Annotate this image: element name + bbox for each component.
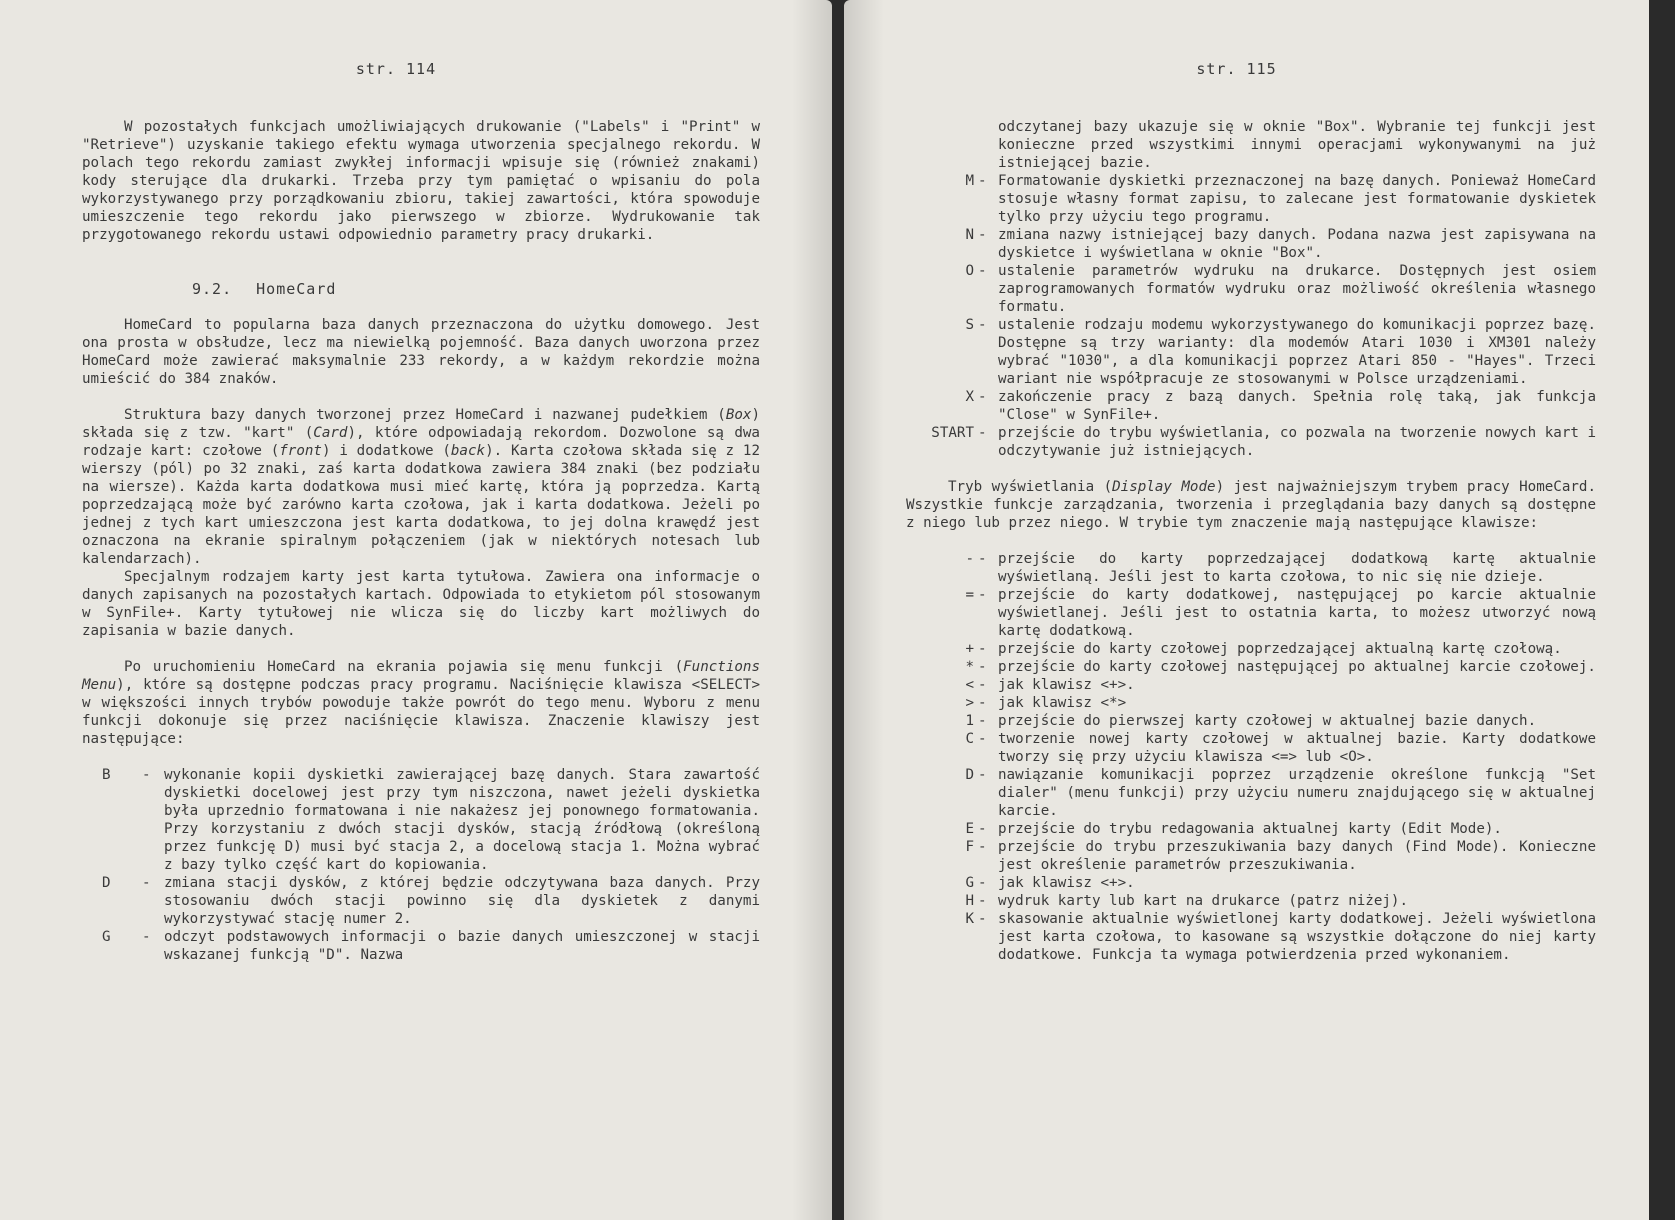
key-description: przejście do trybu przeszukiwania bazy danych (Find Mode). Konieczne jest określenie parametrów przeszukiwania. xyxy=(998,839,1596,873)
key-entry xyxy=(82,766,760,874)
key-entry xyxy=(82,928,760,964)
key-label: START xyxy=(931,425,974,441)
key-dash: - xyxy=(978,641,987,657)
key-entry xyxy=(926,874,1596,892)
key-description: ustalenie parametrów wydruku na drukarce. Dostępnych jest osiem zaprogramowanych formatów wydruku oraz możliwość określenia własnego formatu. xyxy=(998,263,1596,315)
key-label: N xyxy=(965,227,974,243)
key-dash: - xyxy=(978,677,987,693)
key-description: przejście do pierwszej karty czołowej w aktualnej bazie danych. xyxy=(998,713,1537,729)
key-entry xyxy=(82,874,760,928)
left-text-column xyxy=(82,118,760,964)
key-description: ustalenie rodzaju modemu wykorzystywanego do komunikacji poprzez bazę. Dostępne są trzy warianty: dla modemów Atari 1030 i XM301 należy wybrać "1030", a dla komunikacji poprzez Atari 850 - "Hayes". Trzeci wariant nie współpracuje ze stosowanymi w Polsce urządzeniami. xyxy=(998,317,1596,387)
key-dash: - xyxy=(978,587,987,603)
key-entry xyxy=(906,172,1596,226)
key-entry xyxy=(926,676,1596,694)
key-label: G xyxy=(965,875,974,891)
page-number: str. 115 xyxy=(1196,60,1277,78)
key-dash: - xyxy=(978,425,987,441)
key-dash: - xyxy=(978,227,987,243)
key-label: M xyxy=(965,173,974,189)
key-description: przejście do trybu redagowania aktualnej karty (Edit Mode). xyxy=(998,821,1502,837)
key-entry xyxy=(906,388,1596,424)
key-entry xyxy=(906,316,1596,388)
key-description: odczyt podstawowych informacji o bazie danych umieszczonej w stacji wskazanej funkcją "D". Nazwa xyxy=(164,929,760,963)
page-number: str. 114 xyxy=(355,60,437,78)
key-label: 1 xyxy=(965,713,974,729)
key-description: Formatowanie dyskietki przeznaczonej na bazę danych. Ponieważ HomeCard stosuje własny format zapisu, to zalecane jest formatowanie dyskietek tylko przy użyciu tego programu. xyxy=(998,173,1596,225)
key-description: jak klawisz <+>. xyxy=(998,875,1135,891)
key-dash: - xyxy=(978,839,987,855)
key-entry xyxy=(926,712,1596,730)
key-label: C xyxy=(965,731,974,747)
right-page xyxy=(844,0,1649,1220)
key-label: > xyxy=(965,695,974,711)
key-description: zmiana stacji dysków, z której będzie odczytywana baza danych. Przy stosowaniu dwóch stacji powinno się dla dyskietek z danymi wykorzystywać stację numer 2. xyxy=(164,875,760,927)
key-entry xyxy=(926,640,1596,658)
key-label: - xyxy=(965,551,974,567)
key-entry xyxy=(926,820,1596,838)
key-label: < xyxy=(965,677,974,693)
key-dash: - xyxy=(978,263,987,279)
key-description: zmiana nazwy istniejącej bazy danych. Podana nazwa jest zapisywana na dyskietce i wyświetlana w oknie "Box". xyxy=(998,227,1596,261)
paragraph: Specjalnym rodzajem karty jest karta tytułowa. Zawiera ona informacje o danych zapisanych na pozostałych kartach. Odpowiada to etykietom pól stosowanym w SynFile+. Karty tytułowej nie wlicza się do liczby kart możliwych do zapisania w bazie danych. xyxy=(82,569,760,639)
key-description: przejście do karty czołowej poprzedzającej aktualną kartę czołową. xyxy=(998,641,1562,657)
section-number: 9.2. xyxy=(192,280,233,298)
key-dash: - xyxy=(978,317,987,333)
key-dash: - xyxy=(978,767,987,783)
key-dash: - xyxy=(978,821,987,837)
key-entry xyxy=(906,226,1596,262)
key-description: przejście do karty poprzedzającej dodatkową kartę aktualnie wyświetlaną. Jeśli jest to karta czołowa, to nic się nie dzieje. xyxy=(998,551,1596,585)
key-entry xyxy=(926,910,1596,964)
key-entry xyxy=(926,838,1596,874)
paragraph: Po uruchomieniu HomeCard na ekrania pojawia się menu funkcji (Functions Menu), które są dostępne podczas pracy programu. Naciśnięcie klawisza <SELECT> w większości innych trybów powoduje także powrót do tego menu. Wyboru z menu funkcji dokonuje się przez naciśnięcie klawisza. Znaczenie klawiszy jest następujące: xyxy=(82,659,760,747)
key-label: B xyxy=(102,767,111,783)
key-dash: - xyxy=(978,551,987,567)
left-page xyxy=(0,0,832,1220)
key-dash: - xyxy=(978,173,987,189)
function-key-list xyxy=(82,766,760,964)
key-dash: - xyxy=(978,731,987,747)
key-label: X xyxy=(965,389,974,405)
key-label: S xyxy=(965,317,974,333)
key-entry xyxy=(926,892,1596,910)
key-description: przejście do trybu wyświetlania, co pozwala na tworzenie nowych kart i odczytywanie już istniejących. xyxy=(998,425,1596,459)
key-dash: - xyxy=(978,659,987,675)
key-description: zakończenie pracy z bazą danych. Spełnia rolę taką, jak funkcja "Close" w SynFile+. xyxy=(998,389,1596,423)
key-label: D xyxy=(965,767,974,783)
paragraph: Tryb wyświetlania (Display Mode) jest najważniejszym trybem pracy HomeCard. Wszystkie funkcje zarządzania, tworzenia i przeglądania bazy danych są dostępne z niego lub przez niego. W trybie tym znaczenie mają następujące klawisze: xyxy=(906,479,1596,531)
key-label: G xyxy=(102,929,111,945)
key-dash: - xyxy=(978,911,987,927)
key-entry xyxy=(926,658,1596,676)
key-description: jak klawisz <+>. xyxy=(998,677,1135,693)
key-entry xyxy=(926,766,1596,820)
key-label: K xyxy=(965,911,974,927)
key-dash: - xyxy=(978,875,987,891)
key-dash: - xyxy=(978,713,987,729)
section-heading xyxy=(192,280,760,298)
paragraph: W pozostałych funkcjach umożliwiających drukowanie ("Labels" i "Print" w "Retrieve") uzyskanie takiego efektu wymaga utworzenia specjalnego rekordu. W polach tego rekordu zamiast zwykłej informacji wpisuje się (również znakami) kody sterujące dla drukarki. Trzeba przy tym pamiętać o wpisaniu do pola wykorzystywanego przy porządkowaniu zbioru, takiej zawartości, która spowoduje umieszczenie tego rekordu jako pierwszego w zbiorze. Wydrukowanie tak przygotowanego rekordu ustawi odpowiednio parametry pracy drukarki. xyxy=(82,119,760,243)
key-dash: - xyxy=(142,875,151,891)
key-entry xyxy=(906,262,1596,316)
key-entry xyxy=(926,586,1596,640)
key-label: * xyxy=(965,659,974,675)
key-description: nawiązanie komunikacji poprzez urządzenie określone funkcją "Set dialer" (menu funkcji) przy użyciu numeru znajdującego się w aktualnej karcie. xyxy=(998,767,1596,819)
function-key-list xyxy=(906,172,1596,460)
key-dash: - xyxy=(142,929,151,945)
key-dash: - xyxy=(978,389,987,405)
key-label: D xyxy=(102,875,111,891)
key-description: wydruk karty lub kart na drukarce (patrz niżej). xyxy=(998,893,1408,909)
key-description: przejście do karty czołowej następującej po aktualnej karcie czołowej. xyxy=(998,659,1596,675)
binding-shadow xyxy=(792,0,832,1220)
key-description: jak klawisz <*> xyxy=(998,695,1127,711)
key-entry xyxy=(906,424,1596,460)
paragraph: HomeCard to popularna baza danych przeznaczona do użytku domowego. Jest ona prosta w obsłudze, lecz ma niewielką pojemność. Baza danych uworzona przez HomeCard może zawierać maksymalnie 233 rekordy, a w każdym rekordzie można umieścić do 384 znaków. xyxy=(82,317,760,387)
key-label: H xyxy=(965,893,974,909)
key-label: O xyxy=(965,263,974,279)
key-entry xyxy=(926,694,1596,712)
display-mode-key-list xyxy=(906,550,1596,964)
right-text-column xyxy=(906,118,1596,964)
binding-shadow xyxy=(844,0,884,1220)
key-dash: - xyxy=(978,893,987,909)
paragraph: Struktura bazy danych tworzonej przez HomeCard i nazwanej pudełkiem (Box) składa się z tzw. "kart" (Card), które odpowiadają rekordom. Dozwolone są dwa rodzaje kart: czołowe (front) i dodatkowe (back). Karta czołowa składa się z 12 wierszy (pól) po 32 znaki, zaś karta dodatkowa zawiera 384 znaki (bez podziału na wiersze). Każda karta dodatkowa musi mieć kartę, która ją poprzedza. Kartą poprzedzającą może być zarówno karta czołowa, jak i karta dodatkowa. Jeżeli po jednej z tych kart umieszczona jest karta dodatkowa, to jej dolna krawędź jest oznaczona na ekranie spiralnym połączeniem (jak w niektórych notesach lub kalendarzach). xyxy=(82,407,760,567)
key-description: przejście do karty dodatkowej, następującej po karcie aktualnie wyświetlanej. Jeśli jest to ostatnia karta, to możesz utworzyć nową kartę dodatkową. xyxy=(998,587,1596,639)
key-description: tworzenie nowej karty czołowej w aktualnej bazie. Karty dodatkowe tworzy się przy użyciu klawisza <=> lub <O>. xyxy=(998,731,1596,765)
key-label: = xyxy=(965,587,974,603)
section-title: HomeCard xyxy=(256,280,337,298)
key-entry xyxy=(926,550,1596,586)
key-label: E xyxy=(965,821,974,837)
key-dash: - xyxy=(142,767,151,783)
key-description: wykonanie kopii dyskietki zawierającej bazę danych. Stara zawartość dyskietki docelowej jest przy tym niszczona, nawet jeżeli dyskietka była uprzednio formatowana i nie nakażesz jej ponownego formatowania. Przy korzystaniu z dwóch stacji dysków, stacją źródłową (określoną przez funkcję D) musi być stacja 2, a docelową stacja 1. Można wybrać z bazy tylko część kart do kopiowania. xyxy=(164,767,760,873)
key-label: F xyxy=(965,839,974,855)
key-dash: - xyxy=(978,695,987,711)
continued-key-description: odczytanej bazy ukazuje się w oknie "Box". Wybranie tej funkcji jest konieczne przed wszystkimi innymi operacjami wykonywanymi na już istniejącej bazie. xyxy=(998,119,1596,171)
key-description: skasowanie aktualnie wyświetlonej karty dodatkowej. Jeżeli wyświetlona jest karta czołowa, to kasowane są wszystkie dołączone do niej karty dodatkowe. Funkcja ta wymaga potwierdzenia przed wykonaniem. xyxy=(998,911,1596,963)
key-entry xyxy=(926,730,1596,766)
key-label: + xyxy=(965,641,974,657)
